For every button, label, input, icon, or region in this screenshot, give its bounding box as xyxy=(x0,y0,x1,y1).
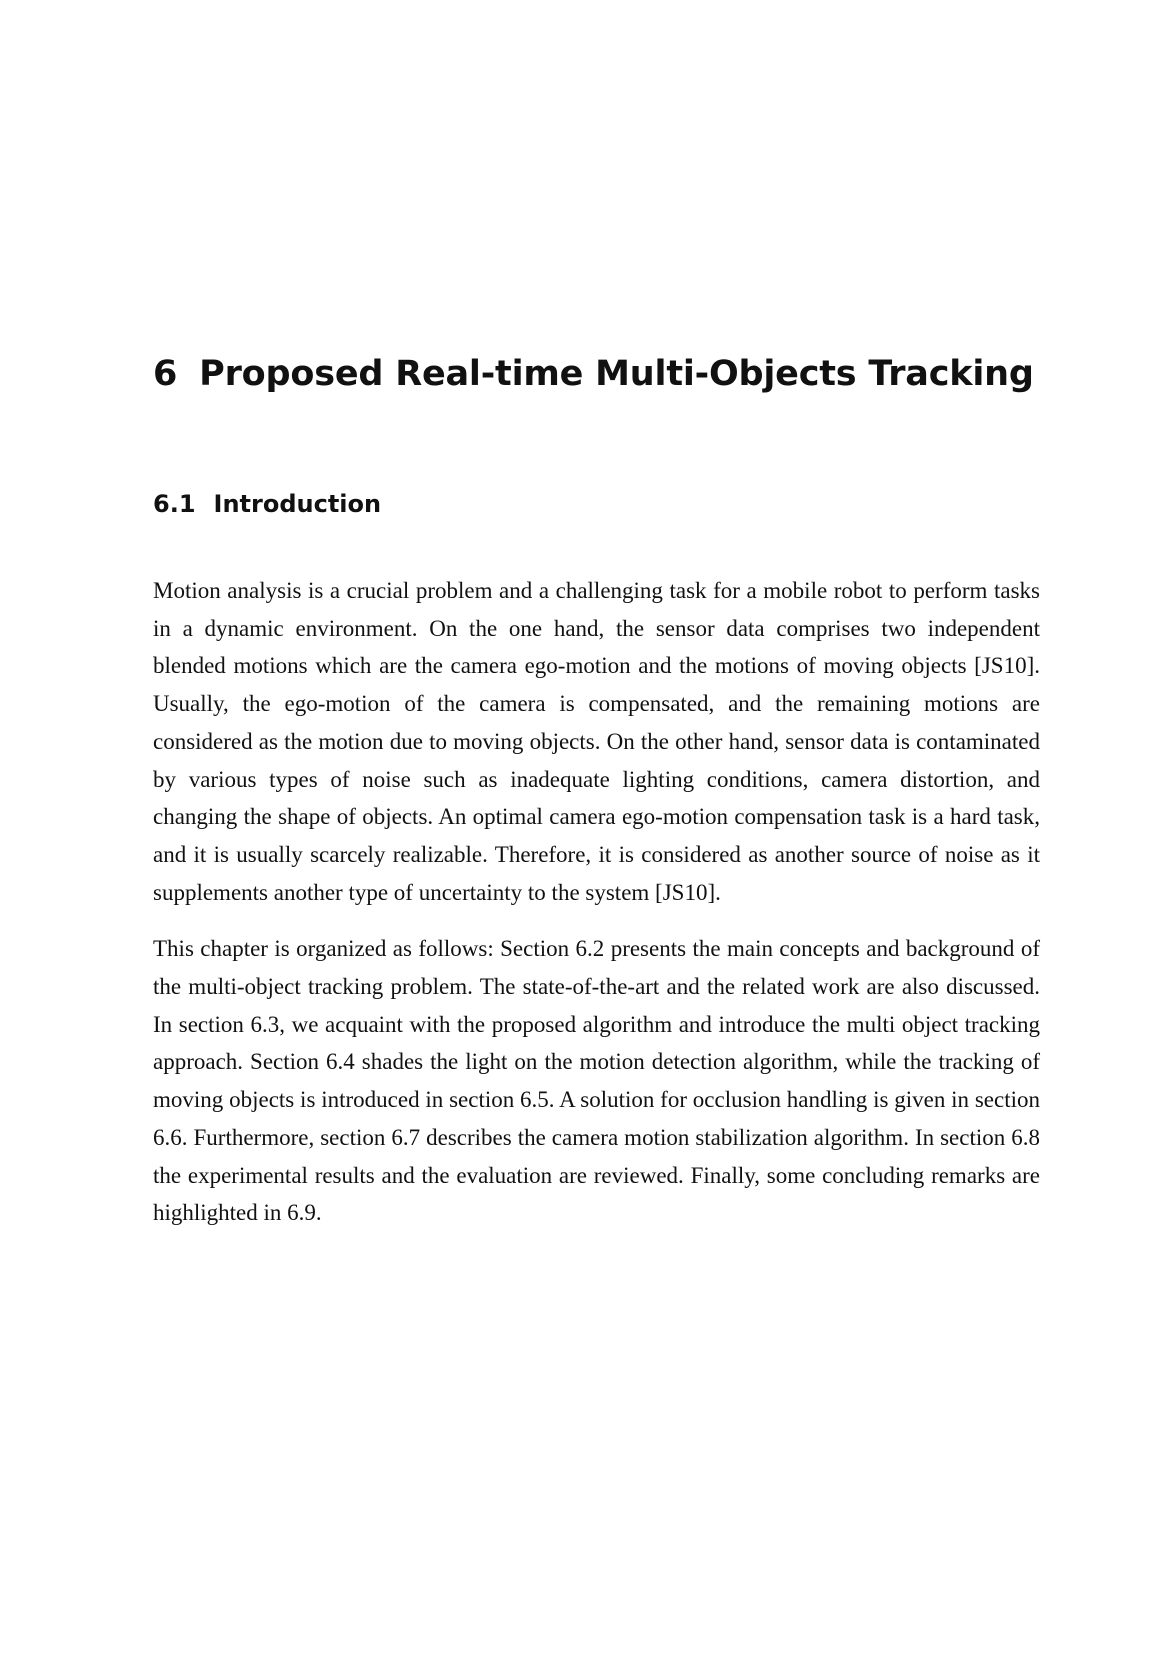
paragraph-intro: Motion analysis is a crucial problem and a challenging task for a mobile robot to perform tasks in a dynamic environment. On the one hand, the sensor data comprises two independent blended motions which are the camera ego-motion and the motions of moving objects [JS10]. Usually, the ego-motion of the camera is compensated, and the remaining motions are considered as the motion due to moving objects. On the other hand, sensor data is contaminated by various types of noise such as inadequate lighting conditions, camera distortion, and changing the shape of objects. An optimal camera ego-motion compensation task is a hard task, and it is usually scarcely realizable. Therefore, it is considered as another source of noise as it supplements another type of uncertainty to the system [JS10]. xyxy=(153,578,1040,905)
body-text xyxy=(153,572,1040,1251)
chapter-number: 6 xyxy=(153,354,178,394)
section-number: 6.1 xyxy=(153,490,196,518)
section-heading xyxy=(153,488,381,520)
paragraph-organization: This chapter is organized as follows: Section 6.2 presents the main concepts and background of the multi-object tracking problem. The state-of-the-art and the related work are also discussed. In section 6.3, we acquaint with the proposed algorithm and introduce the multi object tracking approach. Section 6.4 shades the light on the motion detection algorithm, while the tracking of moving objects is introduced in section 6.5. A solution for occlusion handling is given in section 6.6. Furthermore, section 6.7 describes the camera motion stabilization algorithm. In section 6.8 the experimental results and the evaluation are reviewed. Finally, some concluding remarks are highlighted in 6.9. xyxy=(153,936,1040,1226)
chapter-title: Proposed Real-time Multi-Objects Tracking xyxy=(199,354,1034,394)
section-title: Introduction xyxy=(213,490,382,518)
chapter-heading xyxy=(153,352,1034,396)
